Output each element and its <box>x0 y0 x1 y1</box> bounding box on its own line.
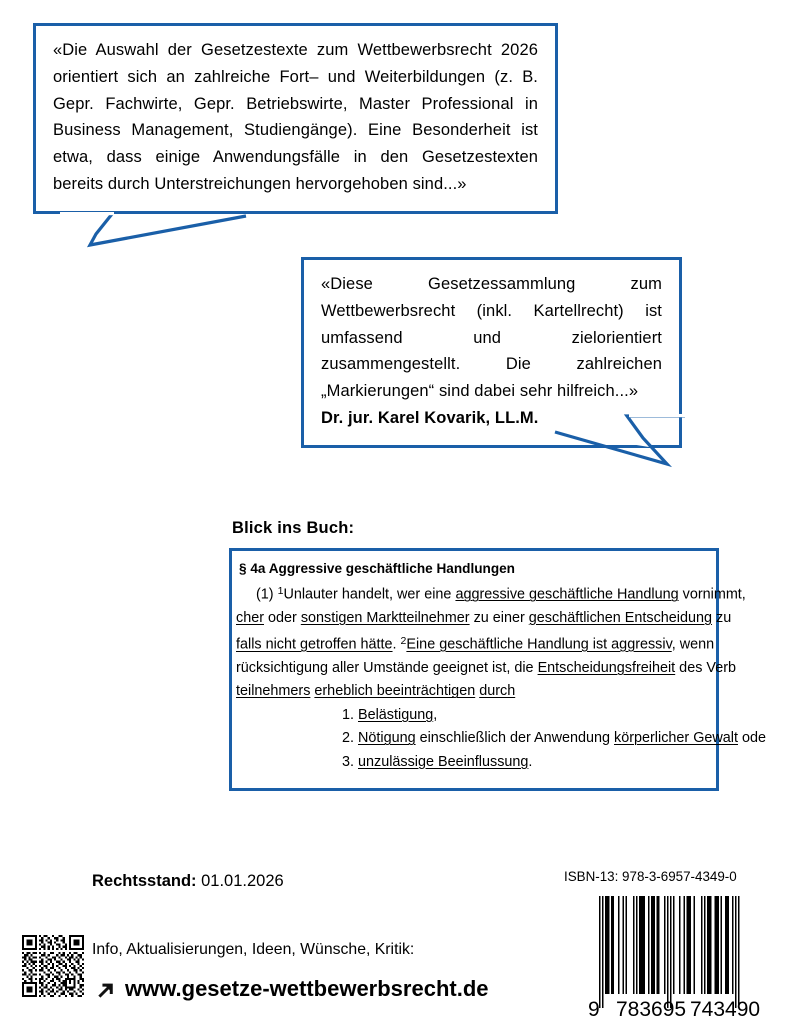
law-line: teilnehmers erheblich beeinträchtigen durch <box>236 683 516 700</box>
law-body <box>235 580 766 774</box>
qr-code-icon[interactable] <box>22 935 84 997</box>
law-list-item: 3. unzulässige Beeinflussung. <box>342 753 533 770</box>
website-url: www.gesetze-wettbewerbsrecht.de <box>125 976 489 1001</box>
contact-prompt: Info, Aktualisierungen, Ideen, Wünsche, Kritik: <box>92 941 415 958</box>
speech-bubble-tail-1 <box>60 212 310 272</box>
ean13-barcode-icon <box>585 896 771 1020</box>
testimonial-bubble-1 <box>33 23 558 214</box>
preview-heading: Blick ins Buch: <box>232 519 355 537</box>
law-line: (1) $^1$Unlauter handelt, wer eine aggressive geschäftliche Handlung vornimmt, <box>256 585 746 603</box>
barcode-digits-right: 743490 <box>690 998 761 1020</box>
law-list-item: 1. Belästigung, <box>342 706 438 723</box>
legal-status-line <box>92 872 284 891</box>
isbn-text: ISBN-13: 978-3-6957-4349-0 <box>564 869 737 884</box>
barcode-digits-mid: 783695 <box>616 998 687 1020</box>
website-line[interactable] <box>95 976 489 1002</box>
law-line: rücksichtigung aller Umstände geeignet ist, die Entscheidungsfreiheit des Verb <box>236 660 736 677</box>
testimonial-attribution-2: Dr. jur. Karel Kovarik, LL.M. <box>321 408 539 427</box>
testimonial-quote-1: «Die Auswahl der Gesetzestexte zum Wettbewerbsrecht 2026 orientiert sich an zahlreiche Fort– und Weiterbildungen (z. B. Gepr. Fachwirte, Gepr. Betriebswirte, Master Professional in Business Management, Studiengänge). Eine Besonderheit ist etwa, dass einige Anwendungsfälle in den Gesetzestexten bereits durch Unterstreichungen hervorgehoben sind...» <box>53 41 538 193</box>
law-line: falls nicht getroffen hätte. $^2$Eine geschäftliche Handlung ist aggressiv, wenn <box>236 635 715 653</box>
law-list-item: 2. Nötigung einschließlich der Anwendung körperlicher Gewalt ode <box>342 730 766 747</box>
law-section-title: § 4a Aggressive geschäftliche Handlungen <box>239 561 515 576</box>
testimonial-bubble-2 <box>301 257 682 448</box>
barcode-digit-left: 9 <box>588 998 600 1020</box>
law-line: cher oder sonstigen Marktteilnehmer zu einer geschäftlichen Entscheidung zu <box>236 609 732 626</box>
legal-status-label: Rechtsstand: <box>92 872 197 890</box>
legal-status-value: 01.01.2026 <box>201 872 284 890</box>
arrow-north-east-icon <box>95 980 116 1001</box>
book-preview-excerpt <box>229 548 766 791</box>
testimonial-quote-2: «Diese Gesetzessammlung zum Wettbewerbsrecht (inkl. Kartellrecht) ist umfassend und zielorientiert zusammengestellt. Die zahlreichen „Markierungen“ sind dabei sehr hilfreich...» <box>321 275 662 401</box>
